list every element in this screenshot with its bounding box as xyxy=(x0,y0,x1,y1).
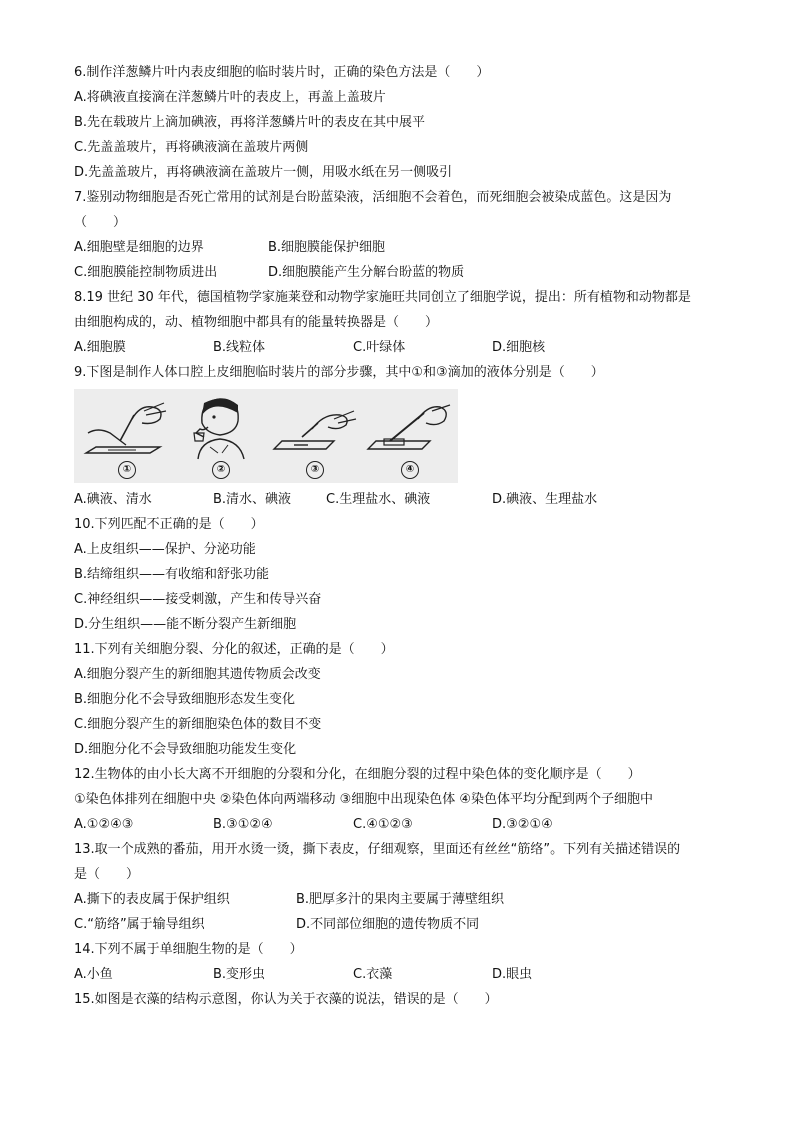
question-8-option-c: C.叶绿体 xyxy=(353,340,406,355)
question-8-options xyxy=(74,335,734,360)
question-13-option-b: B.肥厚多汁的果肉主要属于薄壁组织 xyxy=(296,892,505,907)
question-14-option-a: A.小鱼 xyxy=(74,967,113,982)
question-10-option-c: C.神经组织——接受刺激，产生和传导兴奋 xyxy=(74,592,322,607)
question-13-stem: 13.取一个成熟的番茄，用开水烫一烫，撕下表皮，仔细观察，里面还有丝丝“筋络”。下列有关描述错误的 xyxy=(74,842,681,857)
question-10-stem: 10.下列匹配不正确的是（ ） xyxy=(74,517,264,532)
question-13-stem-cont: 是（ ） xyxy=(74,867,140,882)
question-8-stem-cont: 由细胞构成的，动、植物细胞中都具有的能量转换器是（ ） xyxy=(74,315,439,330)
dropper-on-slide-image xyxy=(80,393,172,463)
question-13-options-row-2 xyxy=(74,912,734,937)
question-10-option-b: B.结缔组织——有收缩和舒张功能 xyxy=(74,567,270,582)
question-13-option-c: C.“筋络”属于输导组织 xyxy=(74,917,205,932)
question-8-stem: 8.19 世纪 30 年代，德国植物学家施莱登和动物学家施旺共同创立了细胞学说，提出：所有植物和动物都是 xyxy=(74,290,691,305)
question-6-option-b: B.先在载玻片上滴加碘液，再将洋葱鳞片叶的表皮在其中展平 xyxy=(74,115,426,130)
question-14-option-d: D.眼虫 xyxy=(492,967,533,982)
question-7-options-row-2 xyxy=(74,260,734,285)
question-10-option-d: D.分生组织——能不断分裂产生新细胞 xyxy=(74,617,297,632)
question-9-options xyxy=(74,487,734,512)
question-7-options-row-1 xyxy=(74,235,734,260)
question-6-stem: 6.制作洋葱鳞片叶内表皮细胞的临时装片时，正确的染色方法是（ ） xyxy=(74,65,490,80)
question-7-option-d: D.细胞膜能产生分解台盼蓝的物质 xyxy=(268,265,465,280)
adding-stain-image xyxy=(362,393,454,463)
question-7-stem: 7.鉴别动物细胞是否死亡常用的试剂是台盼蓝染液，活细胞不会着色，而死细胞会被染成蓝色。这是因为 xyxy=(74,190,672,205)
person-rinsing-mouth-image xyxy=(174,393,266,463)
question-8-option-d: D.细胞核 xyxy=(492,340,546,355)
question-9-option-b: B.清水、碘液 xyxy=(213,492,292,507)
question-9-option-c: C.生理盐水、碘液 xyxy=(326,492,431,507)
question-9-stem: 9.下图是制作人体口腔上皮细胞临时装片的部分步骤，其中①和③滴加的液体分别是（ ） xyxy=(74,365,604,380)
question-6-option-c: C.先盖盖玻片，再将碘液滴在盖玻片两侧 xyxy=(74,140,309,155)
question-8-option-b: B.线粒体 xyxy=(213,340,266,355)
question-10-option-a: A.上皮组织——保护、分泌功能 xyxy=(74,542,256,557)
question-12-option-d: D.③②①④ xyxy=(492,817,553,832)
question-6-option-a: A.将碘液直接滴在洋葱鳞片叶的表皮上，再盖上盖玻片 xyxy=(74,90,386,105)
question-13-option-a: A.撕下的表皮属于保护组织 xyxy=(74,892,230,907)
question-12-options xyxy=(74,812,734,837)
question-13-options-row-1 xyxy=(74,887,734,912)
figure-label-2: ② xyxy=(212,461,230,479)
question-14-option-c: C.衣藻 xyxy=(353,967,393,982)
figure-label-4: ④ xyxy=(401,461,419,479)
question-9-option-d: D.碘液、生理盐水 xyxy=(492,492,598,507)
question-12-option-a: A.①②④③ xyxy=(74,817,134,832)
question-12-stem: 12.生物体的由小长大离不开细胞的分裂和分化，在细胞分裂的过程中染色体的变化顺序是（ ） xyxy=(74,767,641,782)
question-14-stem: 14.下列不属于单细胞生物的是（ ） xyxy=(74,942,303,957)
question-9-option-a: A.碘液、清水 xyxy=(74,492,152,507)
question-11-option-d: D.细胞分化不会导致细胞功能发生变化 xyxy=(74,742,297,757)
question-6-option-d: D.先盖盖玻片，再将碘液滴在盖玻片一侧，用吸水纸在另一侧吸引 xyxy=(74,165,453,180)
question-7-option-b: B.细胞膜能保护细胞 xyxy=(268,240,386,255)
question-14-options xyxy=(74,962,734,987)
question-12-sequence-items: ①染色体排列在细胞中央 ②染色体向两端移动 ③细胞中出现染色体 ④染色体平均分配到两个子细胞中 xyxy=(74,792,654,807)
question-11-stem: 11.下列有关细胞分裂、分化的叙述，正确的是（ ） xyxy=(74,642,394,657)
question-11-option-a: A.细胞分裂产生的新细胞其遗传物质会改变 xyxy=(74,667,321,682)
slide-preparation-figure xyxy=(74,389,458,483)
placing-cover-slip-image xyxy=(268,393,360,463)
question-15-stem: 15.如图是衣藻的结构示意图，你认为关于衣藻的说法，错误的是（ ） xyxy=(74,992,498,1007)
question-14-option-b: B.变形虫 xyxy=(213,967,266,982)
exam-page xyxy=(74,60,734,1012)
question-7-stem-cont: （ ） xyxy=(74,215,127,230)
question-7-option-c: C.细胞膜能控制物质进出 xyxy=(74,265,218,280)
question-12-option-b: B.③①②④ xyxy=(213,817,273,832)
figure-label-1: ① xyxy=(118,461,136,479)
question-11-option-b: B.细胞分化不会导致细胞形态发生变化 xyxy=(74,692,296,707)
question-11-option-c: C.细胞分裂产生的新细胞染色体的数目不变 xyxy=(74,717,322,732)
question-13-option-d: D.不同部位细胞的遗传物质不同 xyxy=(296,917,480,932)
question-7-option-a: A.细胞壁是细胞的边界 xyxy=(74,240,204,255)
question-8-option-a: A.细胞膜 xyxy=(74,340,126,355)
question-12-option-c: C.④①②③ xyxy=(353,817,413,832)
figure-label-3: ③ xyxy=(306,461,324,479)
